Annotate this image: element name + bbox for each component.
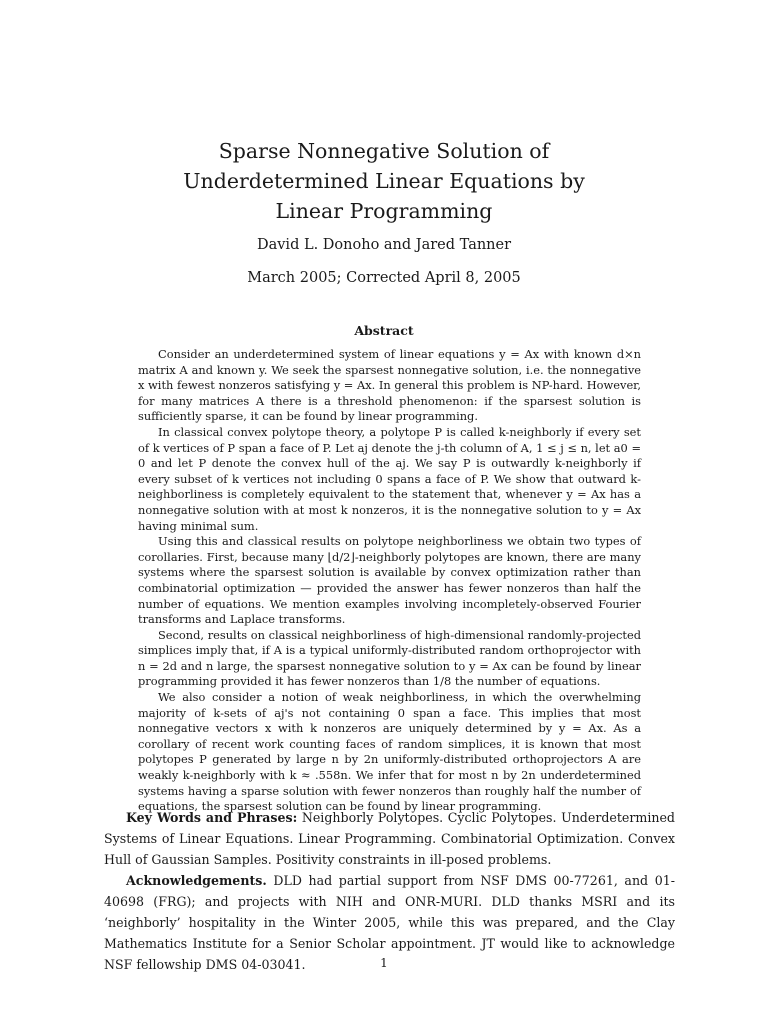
acknowledgements-label: Acknowledgements. [126,873,267,888]
abstract [138,347,641,815]
date: March 2005; Corrected April 8, 2005 [247,270,521,286]
authors: David L. Donoho and Jared Tanner [256,237,512,253]
abstract-paragraph: Consider an underdetermined system of linear equations y = Ax with known d×n matrix A and known y. We seek the sparsest nonnegative solution, i.e. the nonnegative x with fewest nonzeros satisfying y = Ax. In general this problem is NP-hard. However, for many matrices A there is a threshold phenomenon: if the sparsest solution is sufficiently sparse, it can be found by linear programming. [138,347,641,424]
abstract-paragraph: We also consider a notion of weak neighborliness, in which the overwhelming majority of k-sets of aj's not containing 0 span a face. This implies that most nonnegative vectors x with k nonzeros are uniquely determined by y = Ax. As a corollary of recent work counting faces of random simplices, it is known that most polytopes P generated by large n by 2n uniformly-distributed orthoprojectors A are weakly k-neighborly with k ≈ .558n. We infer that for most n by 2n underdetermined systems having a sparse solution with fewer nonzeros than roughly half the number of equations, the sparsest solution can be found by linear programming. [138,690,641,814]
keywords-label: Key Words and Phrases: [126,810,298,825]
abstract-paragraph: Second, results on classical neighborliness of high-dimensional randomly-projected simplices imply that, if A is a typical uniformly-distributed random orthoprojector with n = 2d and n large, the sparsest nonnegative solution to y = Ax can be found by linear programming provided it has fewer nonzeros than 1/8 the number of equations. [138,627,641,689]
title-line-2: Underdetermined Linear Equations by [183,169,585,193]
title-line-3: Linear Programming [275,199,493,223]
paper-title [0,136,768,226]
page-number: 1 [380,956,388,970]
front-matter [104,807,675,975]
acknowledgements-text: DLD had partial support from NSF DMS 00-77261, and 01-40698 (FRG); and projects with NIH and ONR-MURI. DLD thanks MSRI and its ‘neighborly’ hospitality in the Winter 2005, while this was prepared, and the Clay Mathematics Institute for a Senior Scholar appointment. JT would like to acknowledge NSF fellowship DMS 04-03041. [104,873,675,972]
keywords-text: Neighborly Polytopes. Cyclic Polytopes. Underdetermined Systems of Linear Equations. Linear Programming. Combinatorial Optimization. Convex Hull of Gaussian Samples. Positivity constraints in ill-posed problems. [104,810,675,867]
abstract-paragraph: In classical convex polytope theory, a polytope P is called k-neighborly if every set of k vertices of P span a face of P. Let aj denote the j-th column of A, 1 ≤ j ≤ n, let a0 = 0 and let P denote the convex hull of the aj. We say P is outwardly k-neighborly if every subset of k vertices not including 0 spans a face of P. We show that outward k-neighborliness is completely equivalent to the statement that, whenever y = Ax has a nonnegative solution with at most k nonzeros, it is the nonnegative solution to y = Ax having minimal sum. [138,424,641,533]
keywords-paragraph [104,807,675,870]
abstract-heading: Abstract [354,323,414,338]
abstract-paragraph: Using this and classical results on polytope neighborliness we obtain two types of corollaries. First, because many ⌊d/2⌋-neighborly polytopes are known, there are many systems where the sparsest solution is available by convex optimization rather than combinatorial optimization — provided the answer has fewer nonzeros than half the number of equations. We mention examples involving incompletely-observed Fourier transforms and Laplace transforms. [138,534,641,627]
title-line-1: Sparse Nonnegative Solution of [218,139,550,163]
